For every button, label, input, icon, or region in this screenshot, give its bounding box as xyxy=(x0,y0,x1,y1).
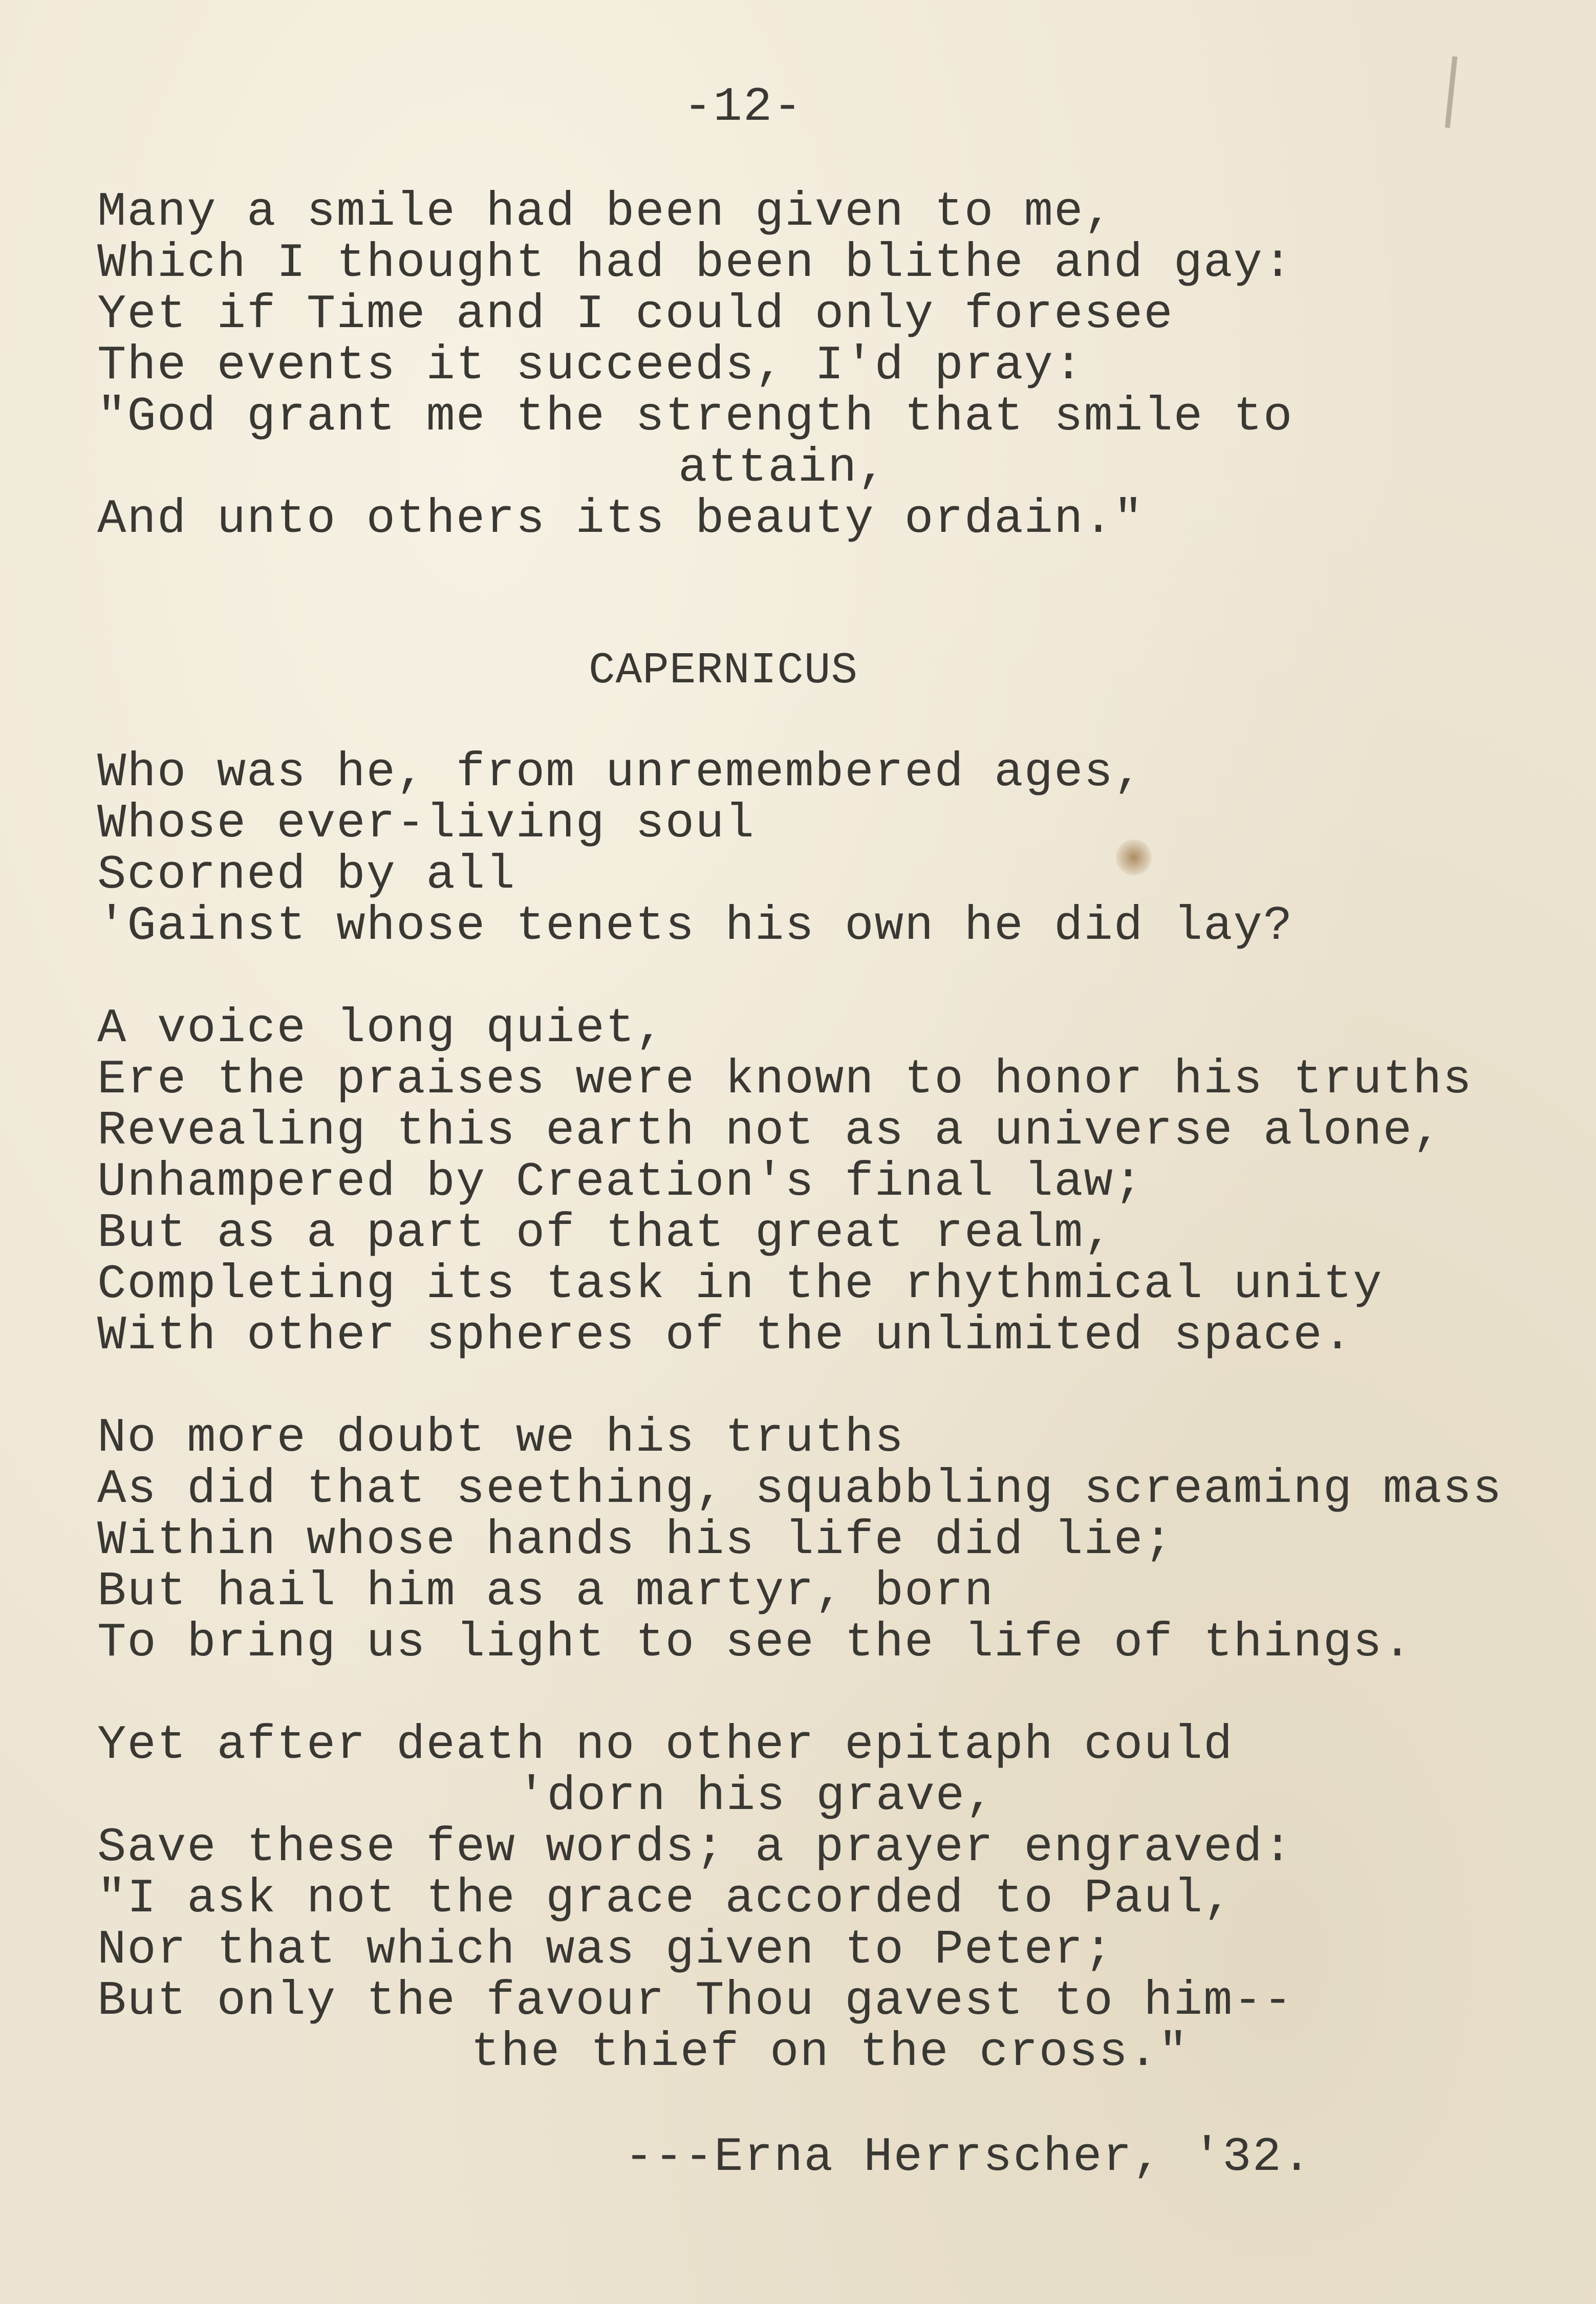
stanza2-line: With other spheres of the unlimited space. xyxy=(97,1309,1353,1363)
stanza1-line: Who was he, from unremembered ages, xyxy=(97,746,1144,800)
poem1-line: attain, xyxy=(678,441,888,496)
stanza3-line: But hail him as a martyr, born xyxy=(97,1565,995,1619)
stanza2-line: Ere the praises were known to honor his truths xyxy=(97,1053,1473,1107)
stanza3-line: Within whose hands his life did lie; xyxy=(97,1514,1174,1568)
poem1-line: "God grant me the strength that smile to xyxy=(97,390,1293,444)
stanza3-line: No more doubt we his truths xyxy=(97,1411,905,1466)
stanza3-line: As did that seething, squabbling screaming mass xyxy=(97,1462,1503,1517)
stanza3-line: To bring us light to see the life of things. xyxy=(97,1616,1413,1670)
poem1-line: Yet if Time and I could only foresee xyxy=(97,288,1174,342)
poem1-line: Which I thought had been blithe and gay: xyxy=(97,236,1293,291)
stanza4-line: Yet after death no other epitaph could xyxy=(97,1718,1234,1773)
stanza4-line: "I ask not the grace accorded to Paul, xyxy=(97,1872,1234,1926)
poem1-line: And unto others its beauty ordain." xyxy=(97,492,1144,547)
stanza2-line: Completing its task in the rhythmical unity xyxy=(97,1258,1383,1312)
stanza2-line: Unhampered by Creation's final law; xyxy=(97,1155,1144,1210)
stanza1-line: 'Gainst whose tenets his own he did lay? xyxy=(97,899,1293,954)
stanza4-line: the thief on the cross." xyxy=(471,2026,1189,2080)
page-number: -12- xyxy=(683,80,803,135)
poem1-line: The events it succeeds, I'd pray: xyxy=(97,339,1084,393)
author-signature: ---Erna Herrscher, '32. xyxy=(624,2130,1312,2185)
stanza1-line: Scorned by all xyxy=(97,848,516,902)
poem-title: CAPERNICUS xyxy=(589,645,858,696)
stanza1-line: Whose ever-living soul xyxy=(97,797,756,851)
stanza4-line: Save these few words; a prayer engraved: xyxy=(97,1821,1293,1875)
poem1-line: Many a smile had been given to me, xyxy=(97,185,1114,240)
stanza4-line: Nor that which was given to Peter; xyxy=(97,1923,1114,1977)
stanza4-line: 'dorn his grave, xyxy=(517,1770,996,1824)
stanza4-line: But only the favour Thou gavest to him-- xyxy=(97,1974,1293,2029)
stanza2-line: Revealing this earth not as a universe alone, xyxy=(97,1104,1443,1158)
pencil-mark xyxy=(1445,56,1458,128)
stanza2-line: But as a part of that great realm, xyxy=(97,1207,1114,1261)
stanza2-line: A voice long quiet, xyxy=(97,1002,665,1056)
paper-stain xyxy=(1116,839,1152,875)
